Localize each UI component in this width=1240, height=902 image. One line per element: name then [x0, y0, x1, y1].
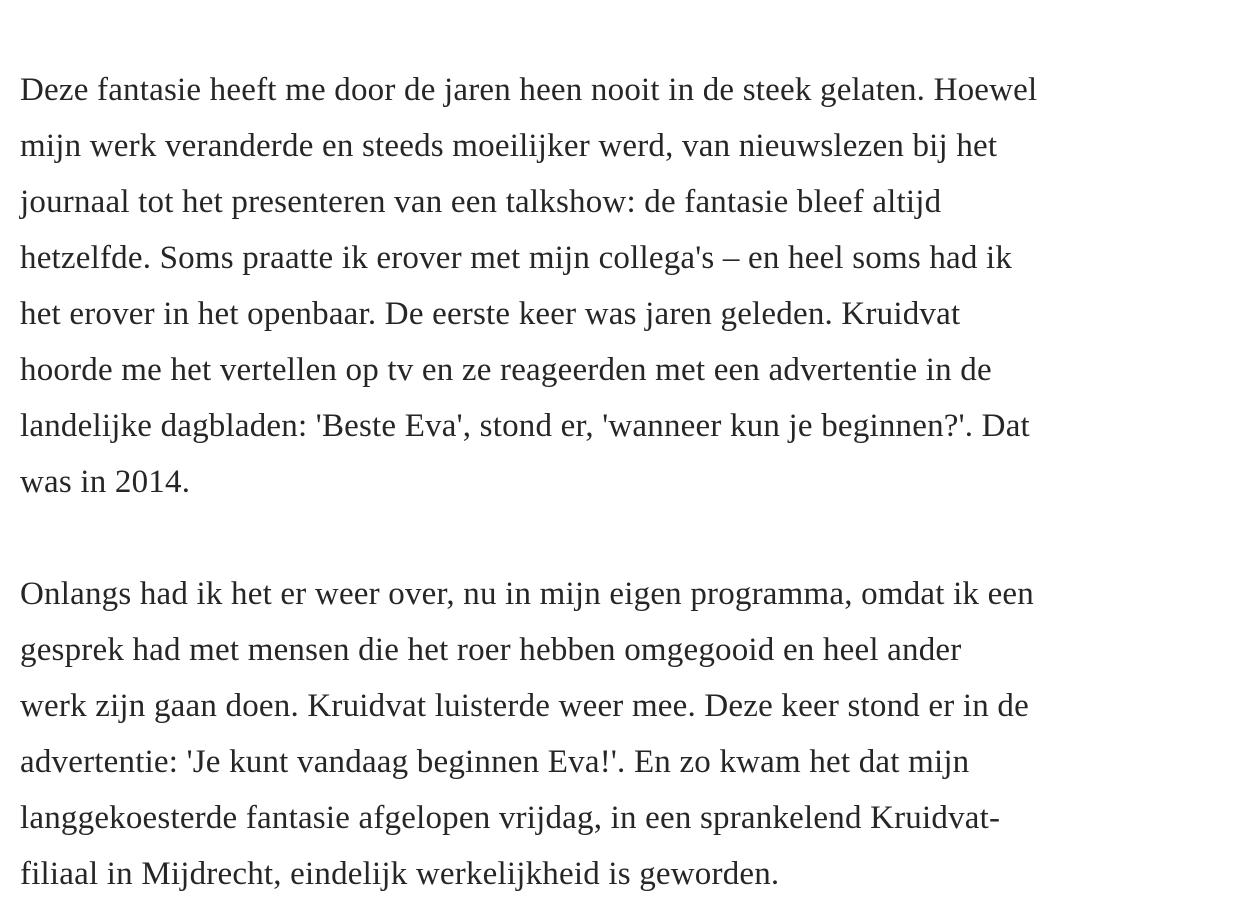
- text-line: advertentie: 'Je kunt vandaag beginnen Eva!'. En zo kwam het dat mijn: [20, 744, 970, 780]
- text-line: gesprek had met mensen die het roer hebben omgegooid en heel ander: [20, 632, 962, 668]
- text-line: mijn werk veranderde en steeds moeilijker werd, van nieuwslezen bij het: [20, 128, 998, 164]
- text-line: langgekoesterde fantasie afgelopen vrijdag, in een sprankelend Kruidvat-: [20, 800, 1001, 836]
- text-line: werk zijn gaan doen. Kruidvat luisterde weer mee. Deze keer stond er in de: [20, 688, 1029, 724]
- text-line: was in 2014.: [20, 464, 191, 500]
- text-line: Deze fantasie heeft me door de jaren heen nooit in de steek gelaten. Hoewel: [20, 72, 1038, 108]
- text-line: hoorde me het vertellen op tv en ze reageerden met een advertentie in de: [20, 352, 992, 388]
- text-line: filiaal in Mijdrecht, eindelijk werkelijkheid is geworden.: [20, 856, 780, 892]
- text-line: landelijke dagbladen: 'Beste Eva', stond er, 'wanneer kun je beginnen?'. Dat: [20, 408, 1030, 444]
- text-line: hetzelfde. Soms praatte ik erover met mijn collega's – en heel soms had ik: [20, 240, 1013, 276]
- text-line: het erover in het openbaar. De eerste keer was jaren geleden. Kruidvat: [20, 296, 961, 332]
- text-line: Onlangs had ik het er weer over, nu in mijn eigen programma, omdat ik een: [20, 576, 1034, 612]
- text-line: journaal tot het presenteren van een talkshow: de fantasie bleef altijd: [20, 184, 942, 220]
